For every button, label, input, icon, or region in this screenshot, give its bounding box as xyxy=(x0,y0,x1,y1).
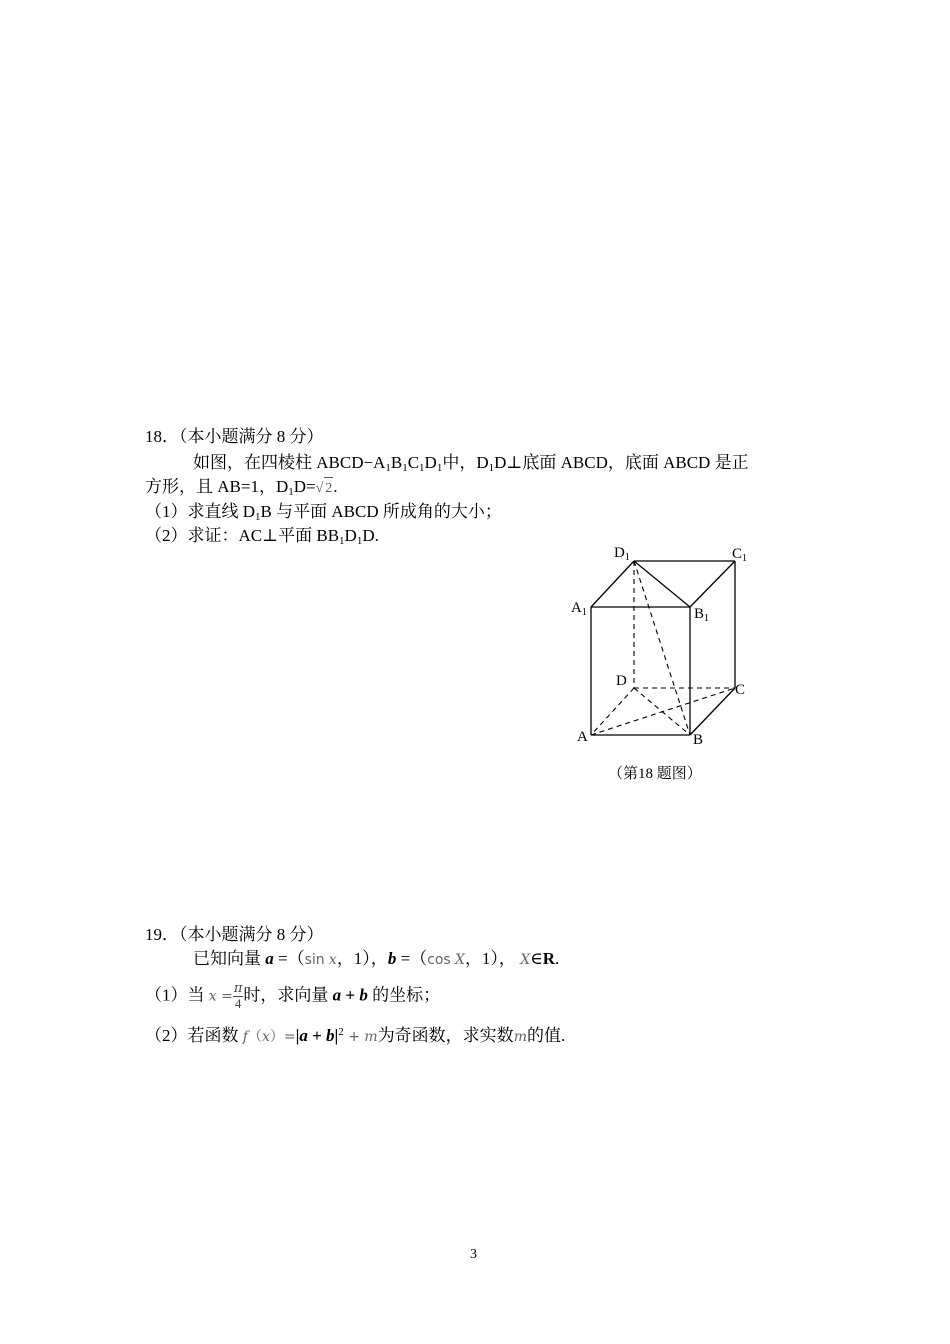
edge-db xyxy=(634,688,690,735)
edge-b1c1 xyxy=(690,561,735,607)
page-number: 3 xyxy=(470,1247,477,1262)
label-d1: $D_1$ xyxy=(614,545,630,563)
q18-part1: （1）求直线 $D_1B$ 与平面 ABCD 所成角的大小； xyxy=(145,502,502,523)
label-b1: $B_1$ xyxy=(694,606,710,624)
label-a1: $A_1$ xyxy=(571,600,587,618)
q18-header: 18．（本小题满分 8 分） xyxy=(145,427,324,446)
q18-intro: 如图，在四棱柱 $ABCD-A_1B_1C_1D_1$中，$D_1D\perp$底面 ABCD，底面 ABCD 是正 xyxy=(193,453,749,474)
prism-figure xyxy=(560,535,760,755)
edge-d1b1 xyxy=(634,561,690,607)
q18-part2: （2）求证：AC⊥平面 $BB_1D_1D$. xyxy=(145,526,379,547)
label-a: A xyxy=(577,729,588,745)
sqrt-expression: √ 2 xyxy=(316,477,334,500)
pi-over-four-fraction: $\frac{\pi}{4}$ xyxy=(233,981,243,1011)
label-c1: $C_1$ xyxy=(732,546,748,564)
edge-d1a1 xyxy=(591,561,634,607)
q19-part2: （2）若函数 $f(x)=|a + b|^2 + m$为奇函数，求实数m的值. xyxy=(145,1026,566,1045)
figure-caption: （第18 题图） xyxy=(608,766,702,782)
q19-given: 已知向量 a =（sin x，1），b =（cos X，1）， X∈R. xyxy=(193,949,560,968)
label-d: D xyxy=(616,673,627,689)
label-b: B xyxy=(693,732,704,748)
edge-d1b xyxy=(634,561,690,735)
label-c: C xyxy=(735,682,746,698)
q19-header: 19．（本小题满分 8 分） xyxy=(145,925,324,944)
q18-line2: 方形，且 AB=1，$D_1D=√$ 2. xyxy=(145,477,338,498)
q19-part1: （1）当 x = $\frac{\pi}{4}$ 时，求向量 a + b 的坐标； xyxy=(145,981,441,1011)
